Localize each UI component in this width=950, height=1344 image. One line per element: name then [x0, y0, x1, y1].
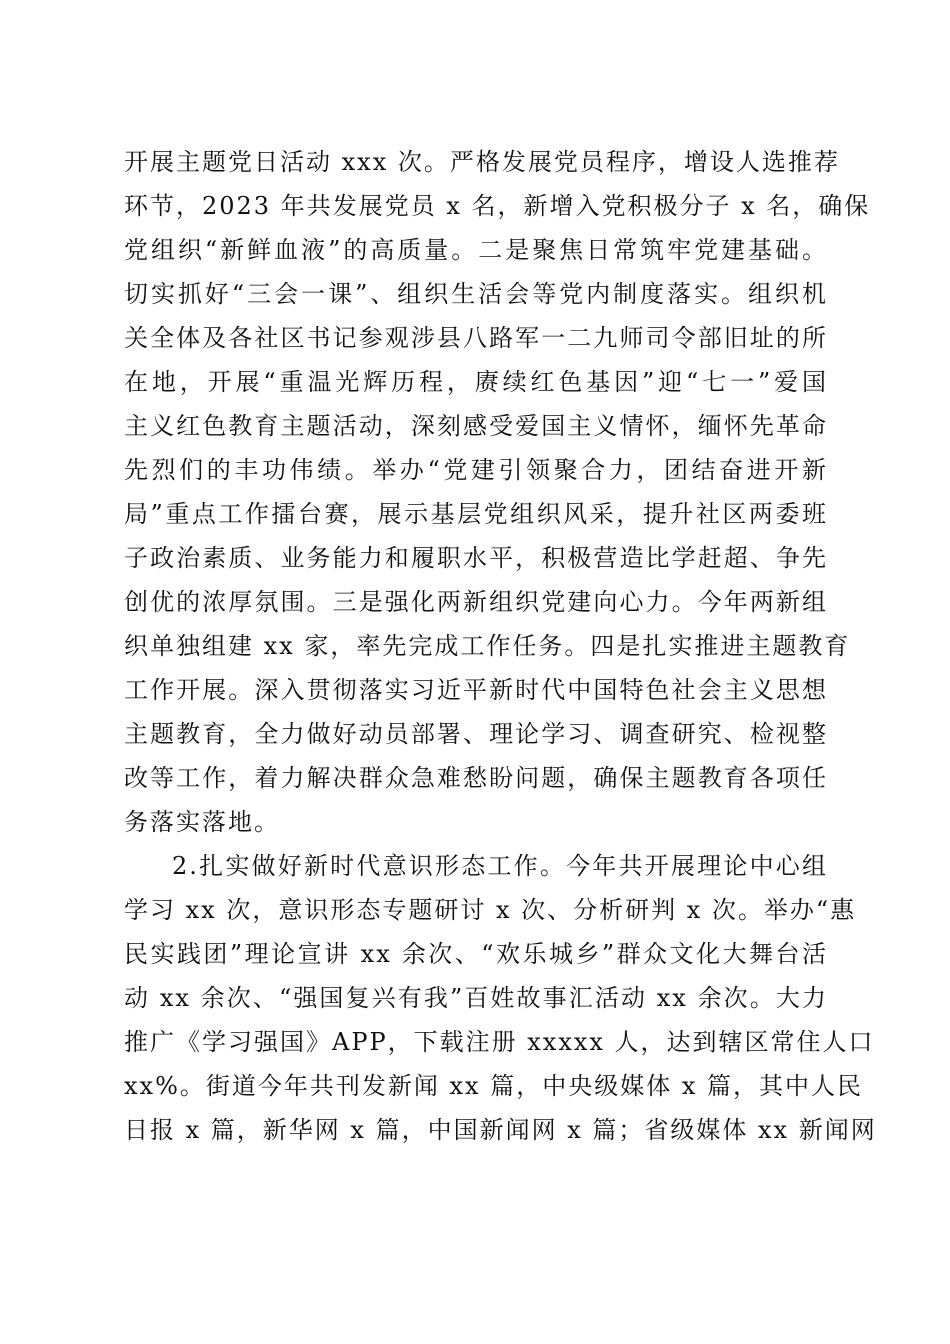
- text-line: 先烈们的丰功伟绩。举办“党建引领聚合力，团结奋进开新: [124, 456, 828, 484]
- text-line: 创优的浓厚氛围。三是强化两新组织党建向心力。今年两新组: [124, 588, 828, 616]
- text-line: 环节，2023 年共发展党员 x 名，新增入党积极分子 x 名，确保: [124, 192, 871, 220]
- document-body: [124, 140, 877, 1152]
- text-line: 动 xx 余次、“强国复兴有我”百姓故事汇活动 xx 余次。大力: [124, 984, 828, 1012]
- text-line: 主题教育，全力做好动员部署、理论学习、调查研究、检视整: [124, 720, 828, 748]
- text-line: 子政治素质、业务能力和履职水平，积极营造比学赶超、争先: [124, 544, 828, 572]
- text-line: 日报 x 篇，新华网 x 篇，中国新闻网 x 篇；省级媒体 xx 新闻网: [124, 1116, 877, 1144]
- text-line: 工作开展。深入贯彻落实习近平新时代中国特色社会主义思想: [124, 676, 828, 704]
- text-line: 开展主题党日活动 xxx 次。严格发展党员程序，增设人选推荐: [124, 148, 840, 176]
- text-line: 务落实落地。: [124, 808, 280, 836]
- text-line: 党组织“新鲜血液”的高质量。二是聚焦日常筑牢党建基础。: [124, 236, 828, 264]
- text-line: 主义红色教育主题活动，深刻感受爱国主义情怀，缅怀先革命: [124, 412, 828, 440]
- text-line: 民实践团”理论宣讲 xx 余次、“欢乐城乡”群众文化大舞台活: [124, 940, 828, 968]
- paragraph-2: [124, 844, 877, 1152]
- text-line: 改等工作，着力解决群众急难愁盼问题，确保主题教育各项任: [124, 764, 828, 792]
- text-line: 局”重点工作擂台赛，展示基层党组织风采，提升社区两委班: [124, 500, 828, 528]
- paragraph-1: [124, 140, 871, 844]
- text-line: 切实抓好“三会一课”、组织生活会等党内制度落实。组织机: [124, 280, 828, 308]
- text-line: xx%。街道今年共刊发新闻 xx 篇，中央级媒体 x 篇，其中人民: [124, 1072, 863, 1100]
- text-line: 在地，开展“重温光辉历程，赓续红色基因”迎“七一”爱国: [124, 368, 828, 396]
- text-line: 学习 xx 次，意识形态专题研讨 x 次、分析研判 x 次。举办“惠: [124, 896, 857, 924]
- text-line: 2.扎实做好新时代意识形态工作。今年共开展理论中心组: [172, 852, 828, 880]
- text-line: 推广《学习强国》APP，下载注册 xxxxx 人，达到辖区常住人口: [124, 1028, 875, 1056]
- text-line: 关全体及各社区书记参观涉县八路军一二九师司令部旧址的所: [124, 324, 828, 352]
- text-line: 织单独组建 xx 家，率先完成工作任务。四是扎实推进主题教育: [124, 632, 851, 660]
